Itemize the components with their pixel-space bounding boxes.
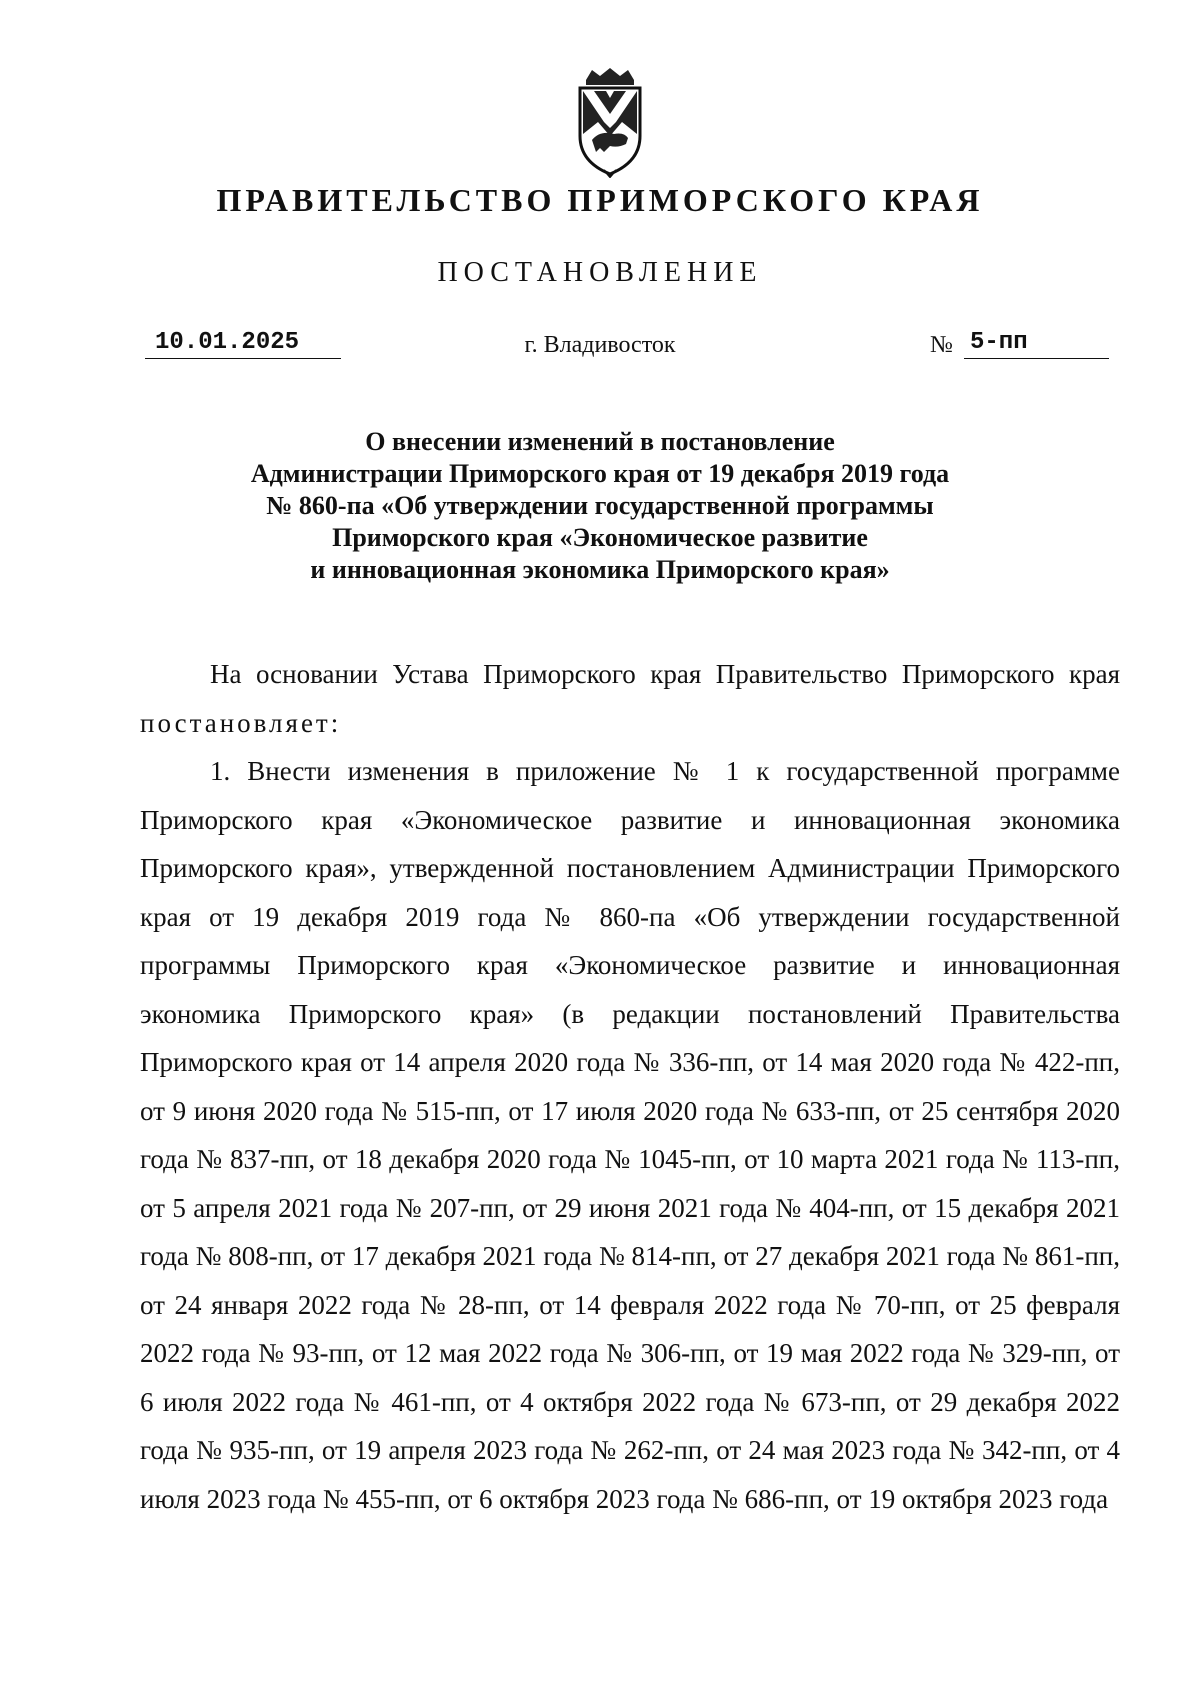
document-number-sign: № — [930, 332, 953, 358]
heading-line: № 860-па «Об утверждении государственной программы — [266, 491, 934, 520]
preamble-colon: : — [330, 707, 339, 738]
heading-line: и инновационная экономика Приморского края» — [310, 555, 890, 584]
document-date: 10.01.2025 — [145, 328, 341, 359]
item-1-paragraph: 1. Внести изменения в приложение № 1 к государственной программе Приморского края «Экономическое развитие и инновационная экономика Приморского края», утвержденной постановлением Администрации Приморского края от 19 декабря 2019 года № 860-па «Об утверждении государственной программы Приморского края «Экономическое развитие и инновационная экономика Приморского края» (в редакции постановлений Правительства Приморского края от 14 апреля 2020 года № 336-пп, от 14 мая 2020 года № 422-пп, от 9 июня 2020 года № 515-пп, от 17 июля 2020 года № 633-пп, от 25 сентября 2020 года № 837-пп, от 18 декабря 2020 года № 1045-пп, от 10 марта 2021 года № 113-пп, от 5 апреля 2021 года № 207-пп, от 29 июня 2021 года № 404-пп, от 15 декабря 2021 года № 808-пп, от 17 декабря 2021 года № 814-пп, от 27 декабря 2021 года № 861-пп, от 24 января 2022 года № 28-пп, от 14 февраля 2022 года № 70-пп, от 25 февраля 2022 года № 93-пп, от 12 мая 2022 года № 306-пп, от 19 мая 2022 года № 329-пп, от 6 июля 2022 года № 461-пп, от 4 октября 2022 года № 673-пп, от 29 декабря 2022 года № 935-пп, от 19 апреля 2023 года № 262-пп, от 24 мая 2023 года № 342-пп, от 4 июля 2023 года № 455-пп, от 6 октября 2023 года № 686-пп, от 19 октября 2023 года — [140, 756, 1120, 1514]
document-number: 5-пп — [964, 328, 1109, 359]
document-body — [140, 650, 1120, 1523]
preamble-text: На основании Устава Приморского края Правительство Приморского края — [210, 659, 1120, 689]
document-heading — [140, 426, 1060, 586]
heading-line: О внесении изменений в постановление — [365, 427, 835, 456]
document-type: ПОСТАНОВЛЕНИЕ — [437, 257, 763, 288]
government-title: ПРАВИТЕЛЬСТВО ПРИМОРСКОГО КРАЯ — [216, 182, 984, 218]
preamble-paragraph — [140, 650, 1120, 747]
preamble-keyword: постановляет — [140, 707, 331, 738]
heading-line: Администрации Приморского края от 19 декабря 2019 года — [250, 459, 950, 488]
coat-of-arms-icon — [570, 66, 650, 178]
heading-line: Приморского края «Экономическое развитие — [332, 523, 868, 552]
document-city: г. Владивосток — [524, 332, 676, 358]
